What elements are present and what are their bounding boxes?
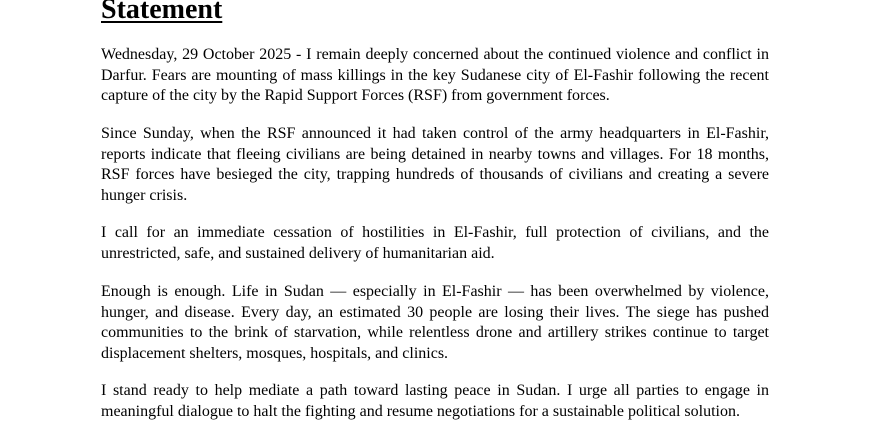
paragraph-cessation-call: I call for an immediate cessation of hostilities in El-Fashir, full protection of civilians, and the unrestricted, safe, and sustained delivery of humanitarian aid. (101, 224, 769, 262)
paragraph-mediation: I stand ready to help mediate a path toward lasting peace in Sudan. I urge all parties to engage in meaningful dialogue to halt the fighting and resume negotiations for a sustainable political solution. (101, 382, 769, 420)
paragraph-enough: Enough is enough. Life in Sudan — especially in El-Fashir — has been overwhelmed by violence, hunger, and disease. Every day, an estimated 30 people are losing their lives. The siege has pushed communities to the brink of starvation, while relentless drone and artillery strikes continue to target displacement shelters, mosques, hospitals, and clinics. (101, 283, 769, 362)
paragraph-rsf-control: Since Sunday, when the RSF announced it had taken control of the army headquarters in El-Fashir, reports indicate that fleeing civilians are being detained in nearby towns and villages. For 18 months, RSF forces have besieged the city, trapping hundreds of thousands of civilians and creating a severe hunger crisis. (101, 125, 769, 204)
statement-title: Statement (101, 0, 223, 25)
paragraph-date-concern: Wednesday, 29 October 2025 - I remain deeply concerned about the continued violence and conflict in Darfur. Fears are mounting of mass killings in the key Sudanese city of El-Fashir following the recent capture of the city by the Rapid Support Forces (RSF) from government forces. (101, 46, 769, 104)
